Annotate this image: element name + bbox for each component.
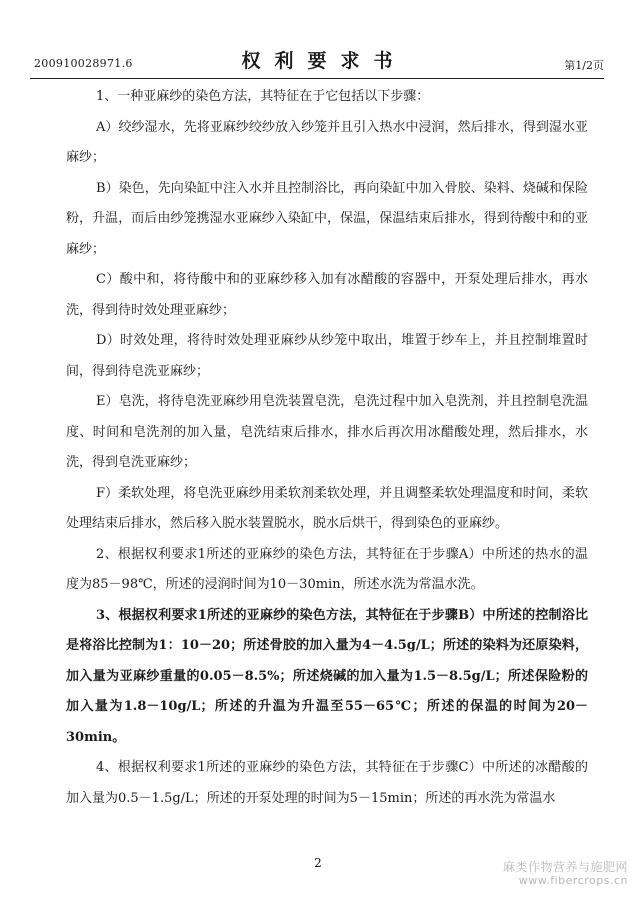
- header-divider: [30, 78, 604, 79]
- document-title: 权利要求书: [241, 50, 407, 72]
- site-watermark: [503, 860, 628, 888]
- claim-1-step-e: E）皂洗，将待皂洗亚麻纱用皂洗装置皂洗，皂洗过程中加入皂洗剂，并且控制皂洗温度、时间和皂洗剂的加入量，皂洗结束后排水，排水后再次用冰醋酸处理，然后排水，水洗，得到皂洗亚麻纱；: [66, 394, 588, 470]
- claim-4: 4、根据权利要求1所述的亚麻纱的染色方法，其特征在于步骤C）中所述的冰醋酸的加入量为0.5－1.5g/L；所述的开泵处理的时间为5－15min；所述的再水洗为常温水: [66, 760, 588, 806]
- claim-2: 2、根据权利要求1所述的亚麻纱的染色方法，其特征在于步骤A）中所述的热水的温度为85－98℃，所述的浸润时间为10－30min，所述水洗为常温水洗。: [66, 546, 588, 592]
- claim-1-step-f: F）柔软处理，将皂洗亚麻纱用柔软剂柔软处理，并且调整柔软处理温度和时间，柔软处理结束后排水，然后移入脱水装置脱水，脱水后烘干，得到染色的亚麻纱。: [66, 485, 588, 531]
- page-number: 2: [314, 856, 322, 870]
- page-header: [30, 42, 604, 78]
- claim-1-step-c: C）酸中和，将待酸中和的亚麻纱移入加有冰醋酸的容器中，开泵处理后排水，再水洗，得到待时效处理亚麻纱；: [66, 272, 588, 318]
- claim-1-step-a: A）绞纱湿水，先将亚麻纱绞纱放入纱笼并且引入热水中浸润，然后排水，得到湿水亚麻纱；: [66, 119, 588, 165]
- claims-body: [66, 82, 588, 814]
- claim-1: 1、一种亚麻纱的染色方法，其特征在于它包括以下步骤：: [96, 89, 430, 104]
- page-indicator: 第1/2页: [564, 59, 604, 72]
- watermark-site-name: 麻类作物营养与施肥网: [502, 860, 628, 874]
- claim-1-step-d: D）时效处理，将待时效处理亚麻纱从纱笼中取出，堆置于纱车上，并且控制堆置时间，得到待皂洗亚麻纱；: [66, 333, 588, 379]
- document-number: 200910028971.6: [34, 57, 133, 70]
- watermark-url: www.fibercrops.cn: [518, 874, 628, 887]
- claim-1-step-b: B）染色，先向染缸中注入水并且控制浴比，再向染缸中加入骨胶、染料、烧碱和保险粉，升温，而后由纱笼携湿水亚麻纱入染缸中，保温，保温结束后排水，得到待酸中和的亚麻纱；: [66, 180, 588, 257]
- claim-3: 3、根据权利要求1所述的亚麻纱的染色方法，其特征在于步骤B）中所述的控制浴比是将浴比控制为1：10－20；所述骨胶的加入量为4－4.5g/L；所述的染料为还原染料，加入量为亚麻纱重量的0.05－8.5%；所述烧碱的加入量为1.5－8.5g/L；所述保险粉的加入量为1.8－10g/L；所述的升温为升温至55－65℃；所述的保温的时间为20－30min。: [66, 607, 588, 745]
